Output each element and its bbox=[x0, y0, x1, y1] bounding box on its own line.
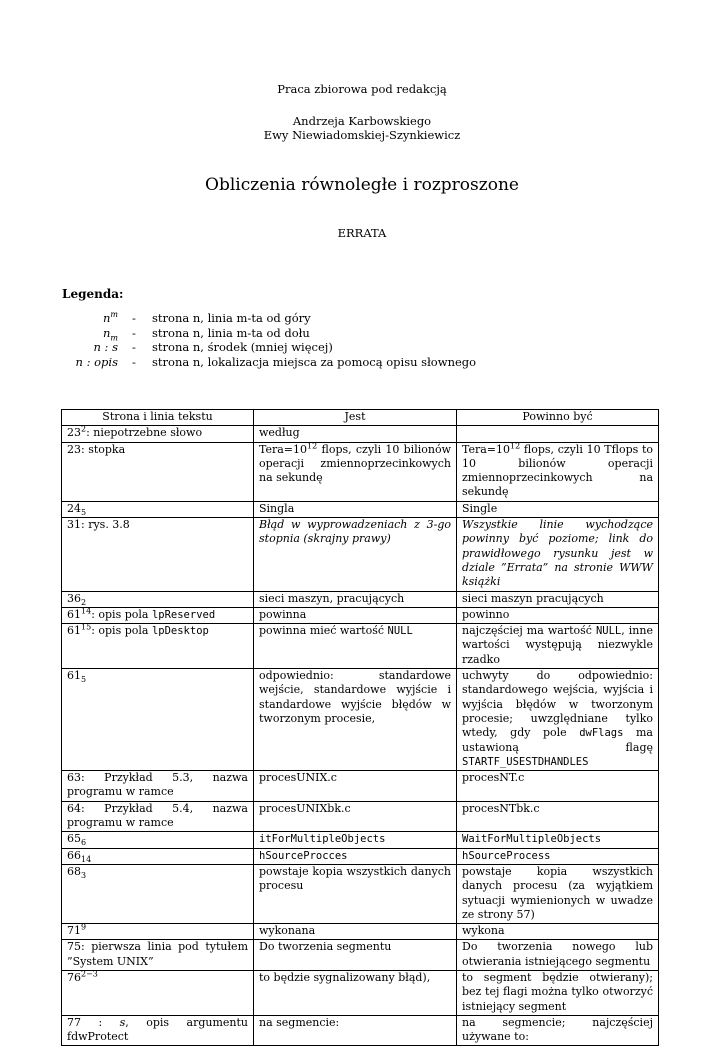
table-row bbox=[62, 832, 659, 848]
cell-location: $23^2$: niepotrzebne słowo bbox=[62, 426, 254, 442]
cell-powinno: na segmencie; najczęściej używane to: bbox=[457, 1015, 659, 1046]
cell-powinno: sieci maszyn pracujących bbox=[457, 591, 659, 607]
cell-powinno: najczęściej ma wartość NULL, inne wartości występują niezwykle rzadko bbox=[457, 624, 659, 669]
table-row bbox=[62, 848, 659, 864]
cell-powinno: uchwyty do odpowiednio: standardowego wejścia, wyjścia i wyjścia błędów w tworzonym procesie; uwzględniane tylko wtedy, gdy pole dwFlags ma ustawioną flagę STARTF_USESTDHANDLES bbox=[457, 669, 659, 771]
cell-location: $61^{14}$: opis pola lpReserved bbox=[62, 607, 254, 623]
table-row bbox=[62, 501, 659, 517]
legend-symbol-sup: m bbox=[110, 310, 118, 320]
errata-label: ERRATA bbox=[337, 226, 387, 240]
legend-item bbox=[62, 340, 476, 355]
cell-powinno: procesNTbk.c bbox=[457, 801, 659, 832]
table-row bbox=[62, 607, 659, 623]
cell-jest: powinna bbox=[254, 607, 457, 623]
cell-location: 31: rys. 3.8 bbox=[62, 518, 254, 591]
cell-jest: powinna mieć wartość NULL bbox=[254, 624, 457, 669]
legend-item bbox=[62, 326, 476, 341]
table-row bbox=[62, 940, 659, 971]
cell-jest: Błąd w wyprowadzeniach z 3-go stopnia (skrajny prawy) bbox=[254, 518, 457, 591]
cell-location: $61_5$ bbox=[62, 669, 254, 771]
cell-powinno: Do tworzenia nowego lub otwierania istniejącego segmentu bbox=[457, 940, 659, 971]
cell-location: 75: pierwsza linia pod tytułem ”System UNIX” bbox=[62, 940, 254, 971]
editor-names bbox=[0, 114, 724, 142]
cell-location: 23: stopka bbox=[62, 442, 254, 501]
legend-dash: - bbox=[132, 325, 136, 340]
cell-location: $71^9$ bbox=[62, 924, 254, 940]
cell-powinno: powstaje kopia wszystkich danych procesu (za wyjątkiem sytuacji wymienionych w uwadze ze strony 57) bbox=[457, 864, 659, 923]
legend-list bbox=[62, 311, 476, 369]
cell-jest: na segmencie: bbox=[254, 1015, 457, 1046]
cell-powinno bbox=[457, 426, 659, 442]
cell-location: $24_5$ bbox=[62, 501, 254, 517]
legend-symbol: n bbox=[102, 311, 111, 325]
errata-table bbox=[61, 409, 659, 1046]
cell-location: $61^{15}$: opis pola lpDesktop bbox=[62, 624, 254, 669]
table-row bbox=[62, 1015, 659, 1046]
legend-desc: strona n, linia m-ta od góry bbox=[152, 311, 311, 325]
cell-powinno: powinno bbox=[457, 607, 659, 623]
table-row bbox=[62, 426, 659, 442]
table-row bbox=[62, 591, 659, 607]
legend-desc: strona n, środek (mniej więcej) bbox=[152, 340, 333, 354]
cell-location: 63: Przykład 5.3, nazwa programu w ramce bbox=[62, 771, 254, 802]
cell-powinno: Single bbox=[457, 501, 659, 517]
table-header-row bbox=[62, 410, 659, 426]
legend-symbol: n : s bbox=[93, 340, 118, 354]
cell-jest: powstaje kopia wszystkich danych procesu bbox=[254, 864, 457, 923]
legend-symbol-sub: m bbox=[110, 332, 118, 342]
cell-jest: Singla bbox=[254, 501, 457, 517]
table-row bbox=[62, 864, 659, 923]
cell-location: $36_2$ bbox=[62, 591, 254, 607]
cell-jest: $Tera=10^{12}$ flops, czyli 10 bilionów operacji zmiennoprzecinkowych na sekundę bbox=[254, 442, 457, 501]
cell-powinno: to segment będzie otwierany); bez tej flagi można tylko otworzyć istniejący segment bbox=[457, 970, 659, 1015]
legend-dash: - bbox=[132, 340, 136, 354]
cell-powinno: $Tera=10^{12}$ flops, czyli 10 Tflops to 10 bilionów operacji zmiennoprzecinkowych na sekundę bbox=[457, 442, 659, 501]
table-row bbox=[62, 771, 659, 802]
cell-location: $66_{14}$ bbox=[62, 848, 254, 864]
legend-dash: - bbox=[132, 354, 136, 369]
cell-jest: Do tworzenia segmentu bbox=[254, 940, 457, 971]
legend-symbol: n bbox=[102, 325, 111, 340]
table-row bbox=[62, 518, 659, 591]
legend-dash: - bbox=[132, 311, 136, 325]
legend-desc: strona n, linia m-ta od dołu bbox=[152, 325, 310, 340]
table-row bbox=[62, 624, 659, 669]
column-header-jest: Jest bbox=[254, 410, 457, 426]
cell-jest: procesUNIX.c bbox=[254, 771, 457, 802]
editor-name-2: Ewy Niewiadomskiej-Szynkiewicz bbox=[263, 128, 461, 142]
cell-location: $68_3$ bbox=[62, 864, 254, 923]
column-header-location: Strona i linia tekstu bbox=[62, 410, 254, 426]
editor-line: Praca zbiorowa pod redakcją bbox=[277, 82, 447, 96]
column-header-powinno: Powinno być bbox=[457, 410, 659, 426]
table-row bbox=[62, 669, 659, 771]
legend-item bbox=[62, 355, 476, 370]
editor-name-1: Andrzeja Karbowskiego bbox=[292, 114, 432, 128]
table-row bbox=[62, 970, 659, 1015]
cell-jest: sieci maszyn, pracujących bbox=[254, 591, 457, 607]
cell-location: 77 : s, opis argumentu fdwProtect bbox=[62, 1015, 254, 1046]
legend-desc: strona n, lokalizacja miejsca za pomocą opisu słownego bbox=[152, 354, 477, 369]
cell-jest: to będzie sygnalizowany błąd), bbox=[254, 970, 457, 1015]
cell-powinno: procesNT.c bbox=[457, 771, 659, 802]
cell-jest: itForMultipleObjects bbox=[254, 832, 457, 848]
cell-jest: hSourceProcces bbox=[254, 848, 457, 864]
cell-jest: procesUNIXbk.c bbox=[254, 801, 457, 832]
cell-powinno: wykona bbox=[457, 924, 659, 940]
table-row bbox=[62, 924, 659, 940]
cell-powinno: WaitForMultipleObjects bbox=[457, 832, 659, 848]
legend-heading: Legenda: bbox=[62, 287, 124, 301]
cell-location: $76^{2-3}$ bbox=[62, 970, 254, 1015]
cell-jest: wykonana bbox=[254, 924, 457, 940]
cell-jest: według bbox=[254, 426, 457, 442]
book-title: Obliczenia równoległe i rozproszone bbox=[205, 175, 519, 195]
cell-powinno: hSourceProcess bbox=[457, 848, 659, 864]
legend-symbol: n : opis bbox=[75, 354, 118, 369]
cell-powinno: Wszystkie linie wychodzące powinny być poziome; link do prawidłowego rysunku jest w dziale ”Errata” na stronie WWW książki bbox=[457, 518, 659, 591]
cell-location: 64: Przykład 5.4, nazwa programu w ramce bbox=[62, 801, 254, 832]
cell-location: $65_6$ bbox=[62, 832, 254, 848]
cell-jest: odpowiednio: standardowe wejście, standardowe wyjście i standardowe wyjście błędów w tworzonym procesie, bbox=[254, 669, 457, 771]
table-row bbox=[62, 442, 659, 501]
legend-item bbox=[62, 311, 476, 326]
table-row bbox=[62, 801, 659, 832]
